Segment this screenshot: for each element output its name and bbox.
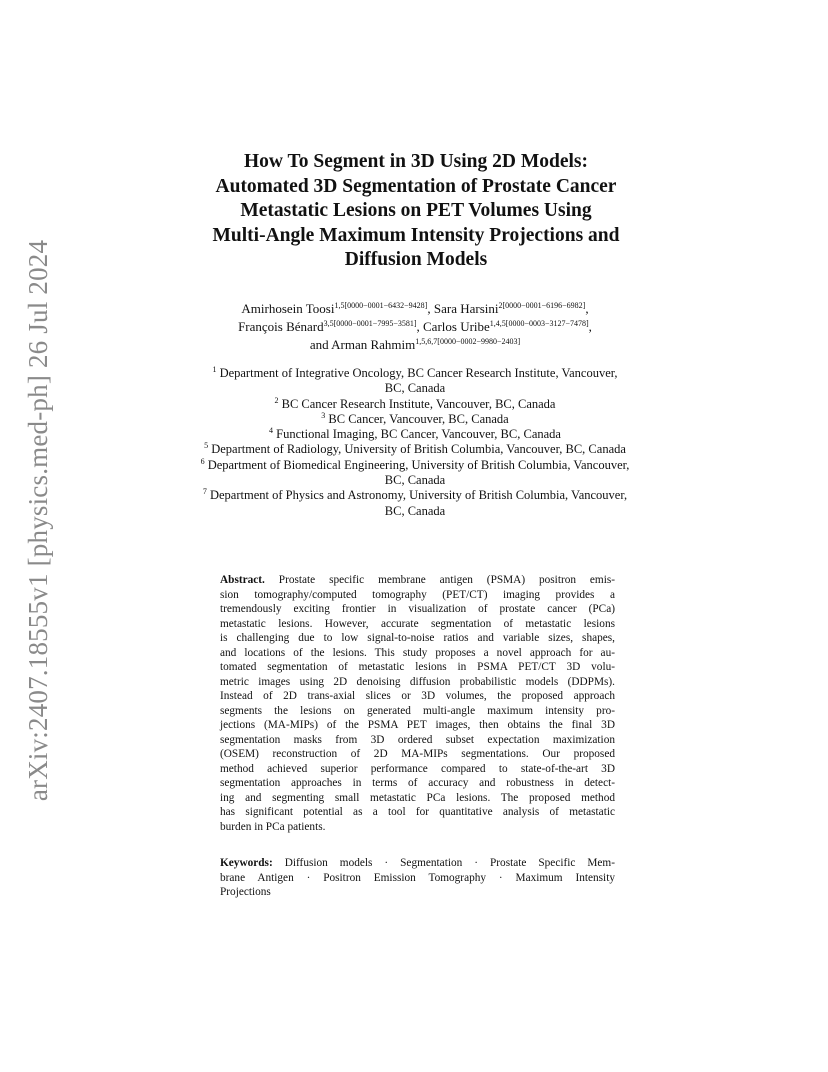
keywords-block	[220, 856, 615, 900]
affiliation-number: 5	[204, 441, 209, 451]
abstract-line: tomated segmentation of metastatic lesions in PSMA PET/CT 3D volu-	[220, 661, 615, 673]
keywords-line	[220, 856, 615, 871]
affiliation-text: Functional Imaging, BC Cancer, Vancouver, BC, Canada	[276, 427, 561, 442]
author-separator: ,	[588, 319, 592, 334]
affiliation-text: BC Cancer Research Institute, Vancouver, BC, Canada	[281, 396, 556, 411]
abstract-line: method achieved superior performance compared to state-of-the-art 3D	[220, 762, 615, 775]
affiliation-text: Department of Radiology, University of British Columbia, Vancouver, BC, Canada	[211, 442, 626, 457]
affiliation-item	[170, 458, 660, 473]
author-separator: ,	[585, 301, 589, 316]
author-name: , Carlos Uribe	[416, 319, 490, 334]
abstract-line	[220, 573, 615, 588]
abstract-line: metric images using 2D denoising diffusion probabilistic models (DDPMs).	[220, 675, 615, 688]
affiliation-text: BC Cancer, Vancouver, BC, Canada	[328, 411, 509, 426]
title-line: Diffusion Models	[344, 249, 488, 270]
title-line: Multi-Angle Maximum Intensity Projections and	[212, 224, 620, 246]
title-line: How To Segment in 3D Using 2D Models:	[244, 151, 588, 172]
keywords-line: Projections	[220, 886, 271, 898]
abstract-line: burden in PCa patients.	[220, 820, 326, 833]
abstract-label: Abstract.	[220, 574, 265, 586]
affiliation-continuation: BC, Canada	[384, 473, 446, 488]
abstract-line: has significant potential as a tool for quantitative analysis of metastatic	[220, 806, 615, 818]
affiliation-item	[170, 488, 660, 503]
affiliation-list	[170, 366, 660, 519]
abstract-line: (OSEM) reconstruction of 2D MA-MIPs segmentations. Our proposed	[220, 748, 615, 760]
author-name: François Bénard	[238, 319, 324, 334]
arxiv-identifier: arXiv:2407.18555v1 [physics.med-ph] 26 Jul 2024	[23, 239, 54, 801]
affiliation-continuation: BC, Canada	[384, 503, 446, 518]
abstract-line: segmentation approaches in terms of accuracy and robustness in detect-	[220, 777, 615, 789]
title-line: Automated 3D Segmentation of Prostate Cancer	[215, 175, 617, 197]
affiliation-text: Department of Integrative Oncology, BC Cancer Research Institute, Vancouver,	[219, 366, 618, 380]
abstract-line: is challenging due to low signal-to-noise ratios and variable sizes, shapes,	[220, 632, 615, 644]
affiliation-item	[170, 397, 660, 412]
author-affiliation-orcid: 1,5,6,7[0000−0002−9980−2403]	[415, 337, 521, 346]
affiliation-number: 7	[202, 487, 207, 497]
abstract-line: tremendously exciting frontier in visualization of prostate cancer (PCa)	[220, 603, 615, 615]
abstract-line: sion tomography/computed tomography (PET/CT) imaging provides a	[220, 588, 615, 601]
author-line	[180, 336, 650, 354]
affiliation-text: Department of Biomedical Engineering, University of British Columbia, Vancouver,	[207, 457, 630, 472]
keywords-text: Diffusion models · Segmentation · Prostate Specific Mem-	[284, 857, 615, 869]
affiliation-continuation: BC, Canada	[384, 381, 446, 396]
keywords-label: Keywords:	[220, 857, 273, 869]
abstract-line: Instead of 2D trans-axial slices or 3D volumes, the proposed approach	[220, 690, 615, 702]
affiliation-item	[170, 427, 660, 442]
abstract-line: jections (MA-MIPs) of the PSMA PET images, then obtains the final 3D	[220, 719, 615, 731]
affiliation-text: Department of Physics and Astronomy, University of British Columbia, Vancouver,	[209, 488, 628, 503]
abstract-line: segments the lesions on generated multi-angle maximum intensity pro-	[220, 704, 615, 717]
author-list	[180, 300, 650, 354]
affiliation-number: 4	[269, 426, 274, 436]
author-name: and Arman Rahmim	[309, 337, 416, 352]
abstract-line: segmentation masks from 3D ordered subset expectation maximization	[220, 733, 615, 746]
author-affiliation-orcid: 3,5[0000−0001−7995−3581]	[323, 319, 417, 328]
affiliation-number: 6	[200, 456, 205, 466]
affiliation-item	[170, 442, 660, 457]
abstract-line: and locations of the lesions. This study proposes a novel approach for au-	[220, 646, 615, 659]
abstract-block	[220, 573, 615, 834]
title-line: Metastatic Lesions on PET Volumes Using	[240, 200, 592, 221]
abstract-text: Prostate specific membrane antigen (PSMA) positron emis-	[278, 574, 616, 586]
author-line	[180, 318, 650, 336]
affiliation-item	[170, 412, 660, 427]
affiliation-number: 2	[274, 395, 279, 405]
affiliation-number: 3	[321, 410, 326, 420]
abstract-line: ing and segmenting small metastatic PCa lesions. The proposed method	[220, 791, 615, 804]
affiliation-item	[170, 366, 660, 381]
arxiv-side-stamp	[21, 239, 57, 801]
keywords-line: brane Antigen · Positron Emission Tomography · Maximum Intensity	[220, 871, 615, 884]
author-line	[180, 300, 650, 318]
author-name: , Sara Harsini	[427, 301, 499, 316]
author-affiliation-orcid: 2[0000−0001−6196−6982]	[498, 301, 586, 310]
author-name: Amirhosein Toosi	[241, 301, 335, 316]
paper-title	[160, 150, 672, 273]
author-affiliation-orcid: 1,4,5[0000−0003−3127−7478]	[489, 319, 589, 328]
author-affiliation-orcid: 1,5[0000−0001−6432−9428]	[334, 301, 428, 310]
abstract-line: metastatic lesions. However, accurate segmentation of metastatic lesions	[220, 617, 615, 630]
affiliation-number: 1	[212, 365, 217, 374]
